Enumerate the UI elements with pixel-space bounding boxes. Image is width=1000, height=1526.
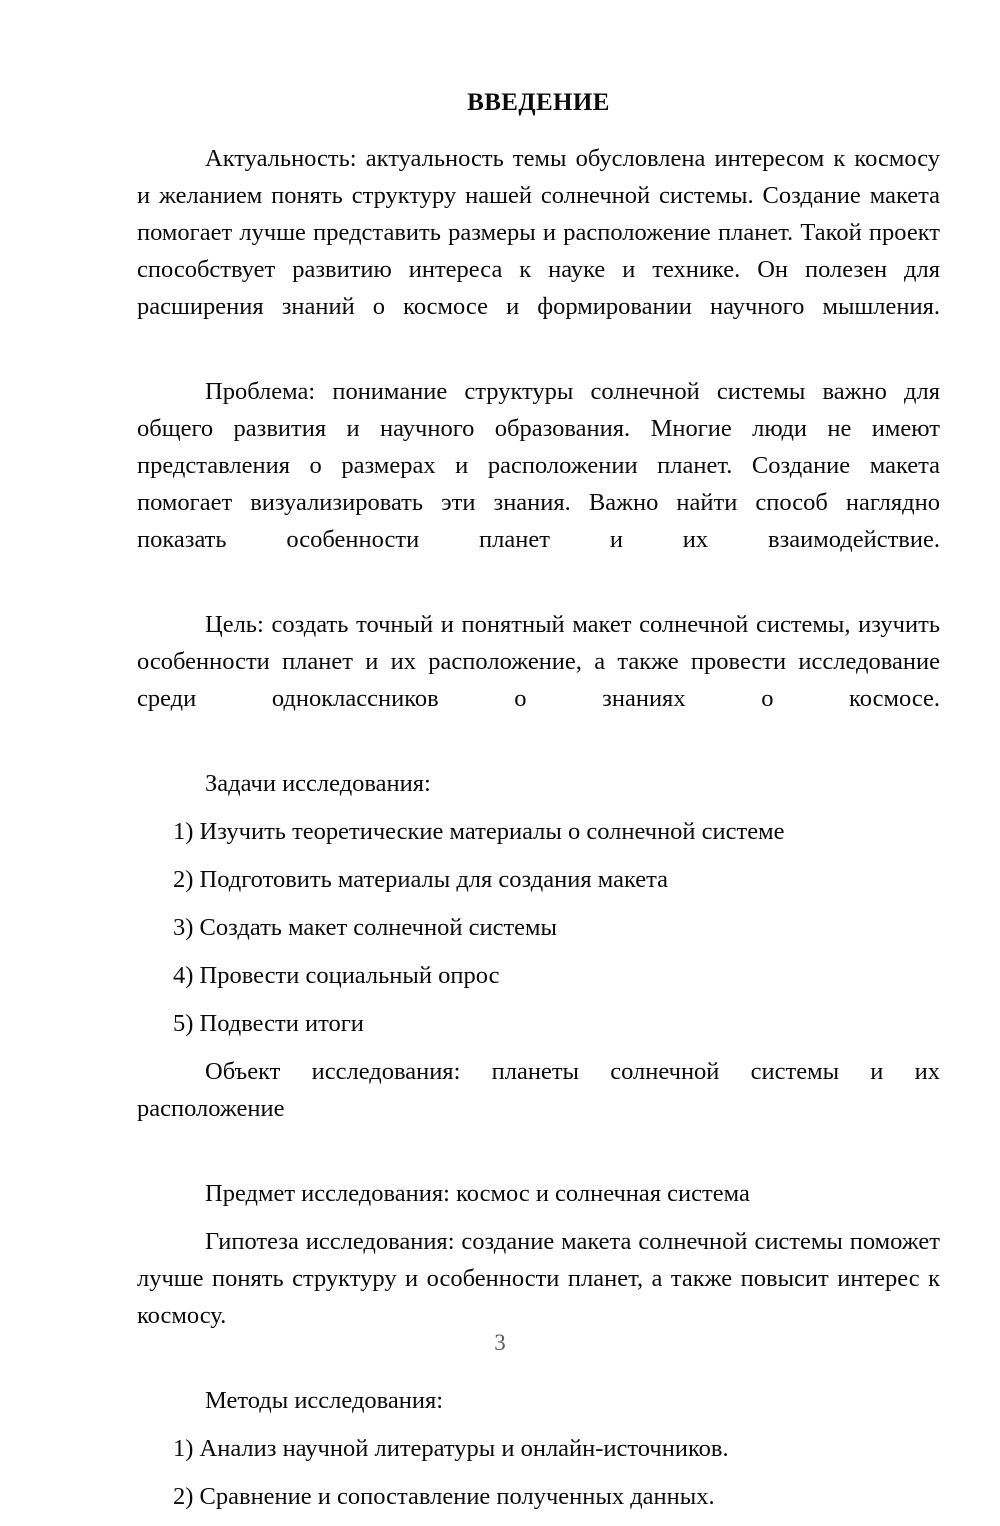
paragraph-problem: Проблема: понимание структуры солнечной системы важно для общего развития и научного образования. Многие люди не имеют представления о размерах и расположении планет. Создание макета помогает визуализировать эти знания. Важно найти способ наглядно показать особенности планет и их взаимодействие. xyxy=(137,378,940,553)
list-item: 5) Подвести итоги xyxy=(173,1010,364,1037)
list-item: 1) Анализ научной литературы и онлайн-источников. xyxy=(173,1435,729,1462)
list-item: 1) Изучить теоретические материалы о солнечной системе xyxy=(173,818,785,845)
paragraph-subject: Предмет исследования: космос и солнечная система xyxy=(205,1180,750,1207)
methods-heading: Методы исследования: xyxy=(205,1387,444,1414)
methods-list xyxy=(137,1430,940,1515)
paragraph-relevance: Актуальность: актуальность темы обусловлена интересом к космосу и желанием понять структуру нашей солнечной системы. Создание макета помогает лучше представить размеры и расположение планет. Такой проект способствует развитию интереса к науке и технике. Он полезен для расширения знаний о космосе и формировании научного мышления. xyxy=(137,145,940,320)
tasks-list xyxy=(137,813,940,1042)
paragraph-goal: Цель: создать точный и понятный макет солнечной системы, изучить особенности планет и их расположение, а также провести исследование среди одноклассников о знаниях о космосе. xyxy=(137,611,940,712)
list-item: 2) Подготовить материалы для создания макета xyxy=(173,866,669,893)
list-item: 3) Создать макет солнечной системы xyxy=(173,914,558,941)
page-number: 3 xyxy=(494,1330,506,1355)
paragraph-object: Объект исследования: планеты солнечной системы и их расположение xyxy=(137,1058,940,1122)
list-item: 2) Сравнение и сопоставление полученных данных. xyxy=(173,1483,715,1510)
document-body xyxy=(137,88,940,1526)
page-title: ВВЕДЕНИЕ xyxy=(467,89,610,116)
tasks-heading: Задачи исследования: xyxy=(205,770,431,797)
paragraph-hypothesis: Гипотеза исследования: создание макета солнечной системы поможет лучше понять структуру и особенности планет, а также повысит интерес к космосу. xyxy=(137,1228,940,1329)
list-item: 4) Провести социальный опрос xyxy=(173,962,500,989)
